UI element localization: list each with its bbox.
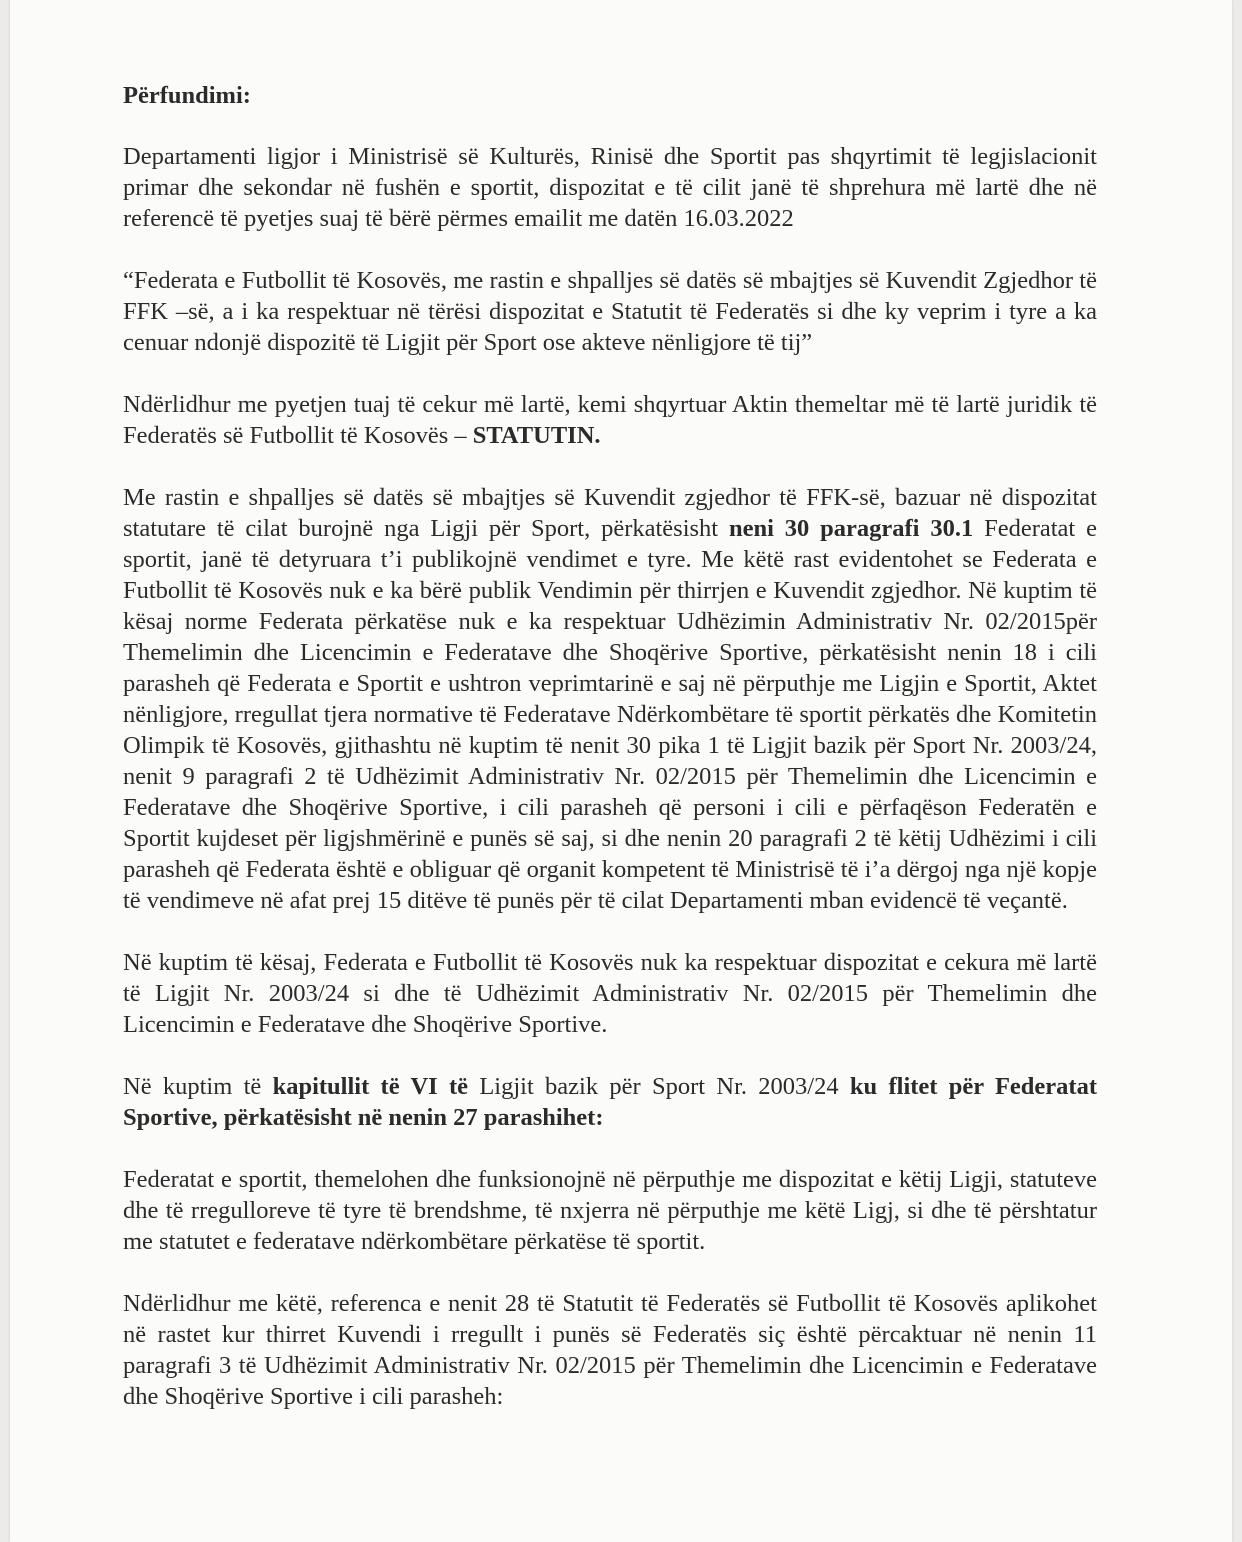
bold-chapter-reference: kapitullit të VI të	[272, 1073, 469, 1100]
bold-statute: STATUTIN.	[472, 422, 601, 449]
paragraph-text: Ligjit bazik për Sport Nr. 2003/24	[468, 1073, 850, 1100]
bold-federations-article: ku flitet për Federatat Sportive, përkatësisht në nenin 27 parashihet:	[123, 1073, 1097, 1131]
paragraph-text: Në kuptim të	[123, 1073, 273, 1100]
paragraph-question-quote: “Federata e Futbollit të Kosovës, me rastin e shpalljes së datës së mbajtjes së Kuvendit Zgjedhor të FFK –së, a i ka respektuar në tërësi dispozitat e Statutit të Federatës si dhe ky veprim i tyre a ka cenuar ndonjë dispozitë të Ligjit për Sport ose akteve nënligjore të tij”	[123, 267, 1097, 356]
section-heading: Përfundimi:	[123, 82, 251, 109]
paragraph-electoral-assembly	[123, 482, 1097, 916]
document-body	[123, 80, 1097, 1443]
bold-article-reference: neni 30 paragrafi 30.1	[728, 515, 974, 542]
paragraph-text: Ndërlidhur me pyetjen tuaj të cekur më lartë, kemi shqyrtuar Aktin themeltar më të lartë juridik të Federatës së Futbollit të Kosovës –	[123, 391, 1097, 449]
paragraph-statute-reference	[123, 389, 1097, 451]
paragraph-law-citation: Federatat e sportit, themelohen dhe funksionojnë në përputhje me dispozitat e këtij Ligji, statuteve dhe të rregulloreve të tyre të brendshme, të nxjerra në përputhje me këtë Ligj, si dhe të përshtatur me statutet e federatave ndërkombëtare përkatëse të sportit.	[123, 1166, 1097, 1255]
paragraph-article-28: Ndërlidhur me këtë, referenca e nenit 28 të Statutit të Federatës së Futbollit të Kosovës aplikohet në rastet kur thirret Kuvendi i rregullt i punës së Federatës siç është përcaktuar në nenin 11 paragrafi 3 të Udhëzimit Administrativ Nr. 02/2015 për Themelimin dhe Licencimin e Federatave dhe Shoqërive Sportive i cili parasheh:	[123, 1290, 1097, 1410]
paragraph-conclusion-violation: Në kuptim të kësaj, Federata e Futbollit të Kosovës nuk ka respektuar dispozitat e cekura më lartë të Ligjit Nr. 2003/24 si dhe të Udhëzimit Administrativ Nr. 02/2015 për Themelimin dhe Licencimin e Federatave dhe Shoqërive Sportive.	[123, 949, 1097, 1038]
paragraph-department-review: Departamenti ligjor i Ministrisë së Kulturës, Rinisë dhe Sportit pas shqyrtimit të legjislacionit primar dhe sekondar në fushën e sportit, dispozitat e të cilit janë të shprehura më lartë dhe në referencë të pyetjes suaj të bërë përmes emailit me datën 16.03.2022	[123, 143, 1097, 232]
paragraph-text: Federatat e sportit, janë të detyruara t’i publikojnë vendimet e tyre. Me këtë rast evidentohet se Federata e Futbollit të Kosovës nuk e ka bërë publik Vendimin për thirrjen e Kuvendit zgjedhor. Në kuptim të kësaj norme Federata përkatëse nuk e ka respektuar Udhëzimin Administrativ Nr. 02/2015për Themelimin dhe Licencimin e Federatave dhe Shoqërive Sportive, përkatësisht nenin 18 i cili parasheh që Federata e Sportit e ushtron veprimtarinë e saj në përputhje me Ligjin e Sportit, Aktet nënligjore, rregullat tjera normative të Federatave Ndërkombëtare të sportit përkatës dhe Komitetin Olimpik të Kosovës, gjithashtu në kuptim të nenit 30 pika 1 të Ligjit bazik për Sport Nr. 2003/24, nenit 9 paragrafi 2 të Udhëzimit Administrativ Nr. 02/2015 për Themelimin dhe Licencimin e Federatave dhe Shoqërive Sportive, i cili parasheh që personi i cili e përfaqëson Federatën e Sportit kujdeset për ligjshmërinë e punës së saj, si dhe nenin 20 paragrafi 2 të këtij Udhëzimi i cili parasheh që Federata është e obliguar që organit kompetent të Ministrisë të i’a dërgoj nga një kopje të vendimeve në afat prej 15 ditëve të punës për të cilat Departamenti mban evidencë të veçantë.	[123, 515, 1097, 914]
paragraph-text: Me rastin e shpalljes së datës së mbajtjes së Kuvendit zgjedhor të FFK-së, bazuar në dispozitat statutare të cilat burojnë nga Ligji për Sport, përkatësisht	[123, 484, 1097, 542]
paragraph-chapter-vi	[123, 1071, 1097, 1133]
document-page	[10, 0, 1232, 1542]
